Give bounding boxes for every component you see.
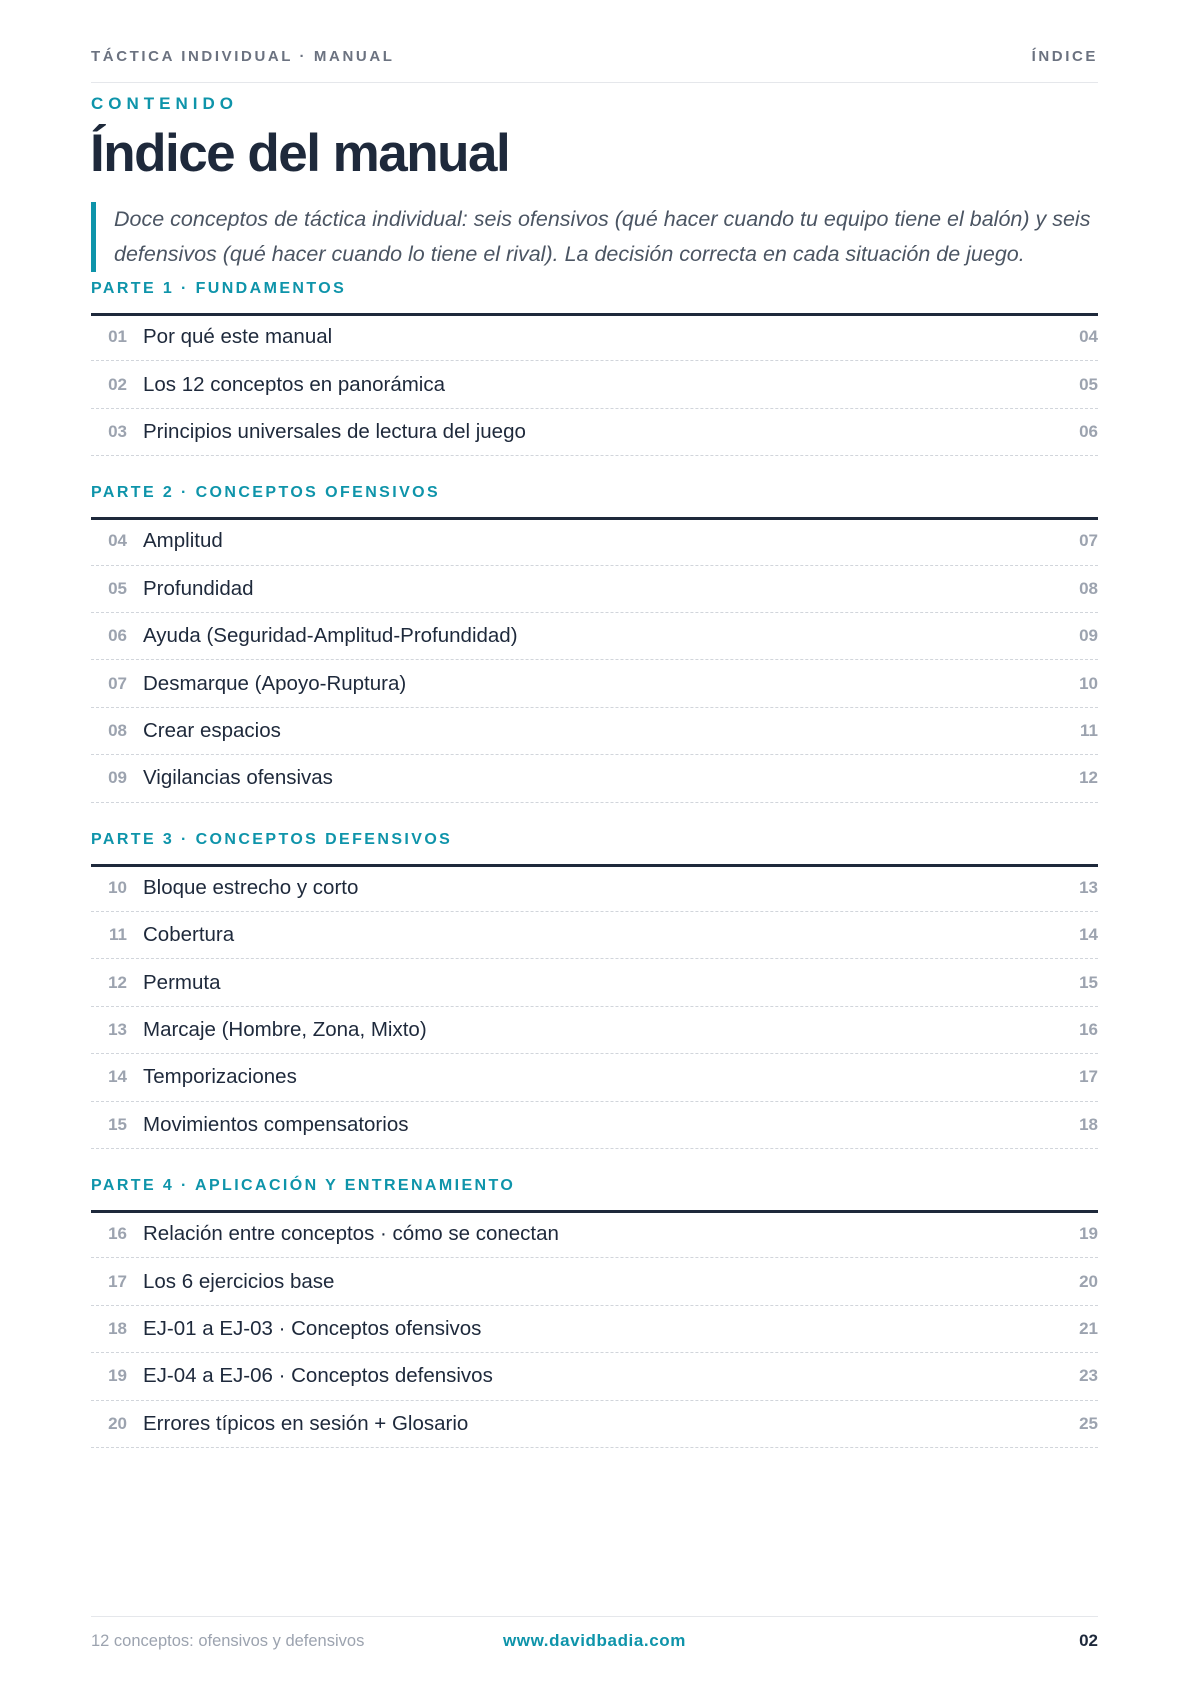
toc-entry-title: Errores típicos en sesión + Glosario [143, 1411, 469, 1435]
toc-entry-number: 02 [108, 374, 127, 394]
toc-entry-page: 23 [1079, 1366, 1098, 1386]
toc-entry-title: Permuta [143, 970, 221, 994]
header-document-title: TÁCTICA INDIVIDUAL · MANUAL [91, 48, 395, 65]
section-eyebrow: CONTENIDO [91, 94, 238, 113]
toc-entry-title: EJ-04 a EJ-06 · Conceptos defensivos [143, 1364, 493, 1388]
toc-entry-title: Los 12 conceptos en panorámica [143, 372, 446, 396]
toc-entry-number: 11 [109, 925, 127, 945]
toc-entry-number: 06 [108, 626, 127, 646]
toc-entry[interactable] [91, 1258, 1098, 1305]
toc-entry-title: Movimientos compensatorios [143, 1112, 409, 1136]
toc-entry-number: 14 [108, 1067, 127, 1087]
toc-entry-page: 06 [1079, 421, 1098, 441]
toc-entry-number: 08 [108, 720, 127, 740]
manual-page [91, 0, 1098, 1683]
toc-entry-page: 10 [1079, 673, 1098, 693]
footer-page-number: 02 [1079, 1631, 1098, 1650]
toc-entry[interactable] [91, 912, 1098, 959]
toc-entry-page: 18 [1079, 1114, 1098, 1134]
toc-entry-title: Crear espacios [143, 718, 281, 742]
toc-entry[interactable] [91, 314, 1098, 361]
toc-entry-title: Los 6 ejercicios base [143, 1269, 335, 1293]
toc-entry-page: 21 [1079, 1318, 1098, 1338]
toc-entry-page: 11 [1080, 720, 1098, 740]
toc-entry-page: 09 [1079, 626, 1098, 646]
toc-entry-page: 05 [1079, 374, 1098, 394]
toc-entry-title: Marcaje (Hombre, Zona, Mixto) [143, 1017, 427, 1041]
part-heading: PARTE 1 · FUNDAMENTOS [91, 280, 1098, 316]
toc-entry-title: Vigilancias ofensivas [143, 766, 333, 790]
toc-entry[interactable] [91, 1211, 1098, 1258]
toc-entry-page: 20 [1079, 1271, 1098, 1291]
toc-entry[interactable] [91, 1353, 1098, 1400]
toc-entry-title: Por qué este manual [143, 325, 333, 349]
toc-entry-title: EJ-01 a EJ-03 · Conceptos ofensivos [143, 1316, 482, 1340]
toc-entry-number: 15 [108, 1114, 127, 1134]
part-heading: PARTE 2 · CONCEPTOS OFENSIVOS [91, 484, 1098, 520]
toc-entry-title: Relación entre conceptos · cómo se conectan [143, 1222, 559, 1246]
running-header [91, 48, 1098, 83]
toc-entry-page: 12 [1079, 768, 1098, 788]
toc-entry-title: Amplitud [143, 529, 223, 553]
footer-subtitle: 12 conceptos: ofensivos y defensivos [91, 1631, 365, 1650]
toc-entry-number: 12 [108, 972, 127, 992]
toc-entry-number: 01 [108, 327, 127, 347]
toc-entry-number: 09 [108, 768, 127, 788]
toc-entry[interactable] [91, 361, 1098, 408]
toc-entry[interactable] [91, 518, 1098, 565]
toc-entry-title: Temporizaciones [143, 1065, 297, 1089]
toc-entry[interactable] [91, 1401, 1098, 1448]
toc-entry-page: 15 [1079, 972, 1098, 992]
toc-entry-title: Bloque estrecho y corto [143, 875, 359, 899]
toc-entry-title: Profundidad [143, 576, 254, 600]
toc-entry-number: 04 [108, 531, 127, 551]
header-section-label: ÍNDICE [1031, 48, 1098, 65]
toc-entry-number: 13 [108, 1019, 127, 1039]
footer-website-link[interactable]: www.davidbadia.com [502, 1631, 687, 1650]
toc-entry-page: 08 [1079, 578, 1098, 598]
toc-entry-title: Ayuda (Seguridad-Amplitud-Profundidad) [143, 624, 518, 648]
toc-entry-page: 17 [1079, 1067, 1098, 1087]
toc-entry-page: 07 [1079, 531, 1098, 551]
part-heading: PARTE 4 · APLICACIÓN Y ENTRENAMIENTO [91, 1177, 1098, 1213]
toc-entry[interactable] [91, 1007, 1098, 1054]
toc-entry[interactable] [91, 865, 1098, 912]
toc-entry-number: 03 [108, 421, 127, 441]
toc-entry-number: 20 [108, 1413, 127, 1433]
toc-entry-number: 18 [108, 1318, 127, 1338]
toc-entry-number: 05 [108, 578, 127, 598]
toc-entry-page: 25 [1079, 1413, 1098, 1433]
toc-entry[interactable] [91, 566, 1098, 613]
toc-entry-page: 04 [1079, 327, 1098, 347]
toc-entry[interactable] [91, 409, 1098, 456]
toc-entry-page: 13 [1079, 877, 1098, 897]
intro-quote: Doce conceptos de táctica individual: seis ofensivos (qué hacer cuando tu equipo tiene el balón) y seis defensivos (qué hacer cuando lo tiene el rival). La decisión correcta en cada situación de juego. [91, 202, 1098, 272]
toc-entry-title: Principios universales de lectura del juego [143, 419, 526, 443]
page-title: Índice del manual [90, 124, 510, 183]
toc-entry-number: 16 [108, 1224, 127, 1244]
toc-entry-number: 19 [108, 1366, 127, 1386]
running-footer [91, 1616, 1098, 1665]
toc-entry-number: 17 [108, 1271, 127, 1291]
toc-entry-page: 14 [1079, 925, 1098, 945]
toc-entry[interactable] [91, 1054, 1098, 1101]
toc-entry-title: Desmarque (Apoyo-Ruptura) [143, 671, 407, 695]
toc-entry-page: 19 [1079, 1224, 1098, 1244]
toc-entry-title: Cobertura [143, 923, 235, 947]
toc-entry-number: 10 [108, 877, 127, 897]
toc-entry[interactable] [91, 708, 1098, 755]
toc-entry-number: 07 [108, 673, 127, 693]
toc-entry[interactable] [91, 613, 1098, 660]
part-heading: PARTE 3 · CONCEPTOS DEFENSIVOS [91, 831, 1098, 867]
toc-entry[interactable] [91, 959, 1098, 1006]
toc-entry[interactable] [91, 1306, 1098, 1353]
toc-entry[interactable] [91, 1102, 1098, 1149]
toc-entry-page: 16 [1079, 1019, 1098, 1039]
toc-entry[interactable] [91, 755, 1098, 802]
toc-entry[interactable] [91, 660, 1098, 707]
